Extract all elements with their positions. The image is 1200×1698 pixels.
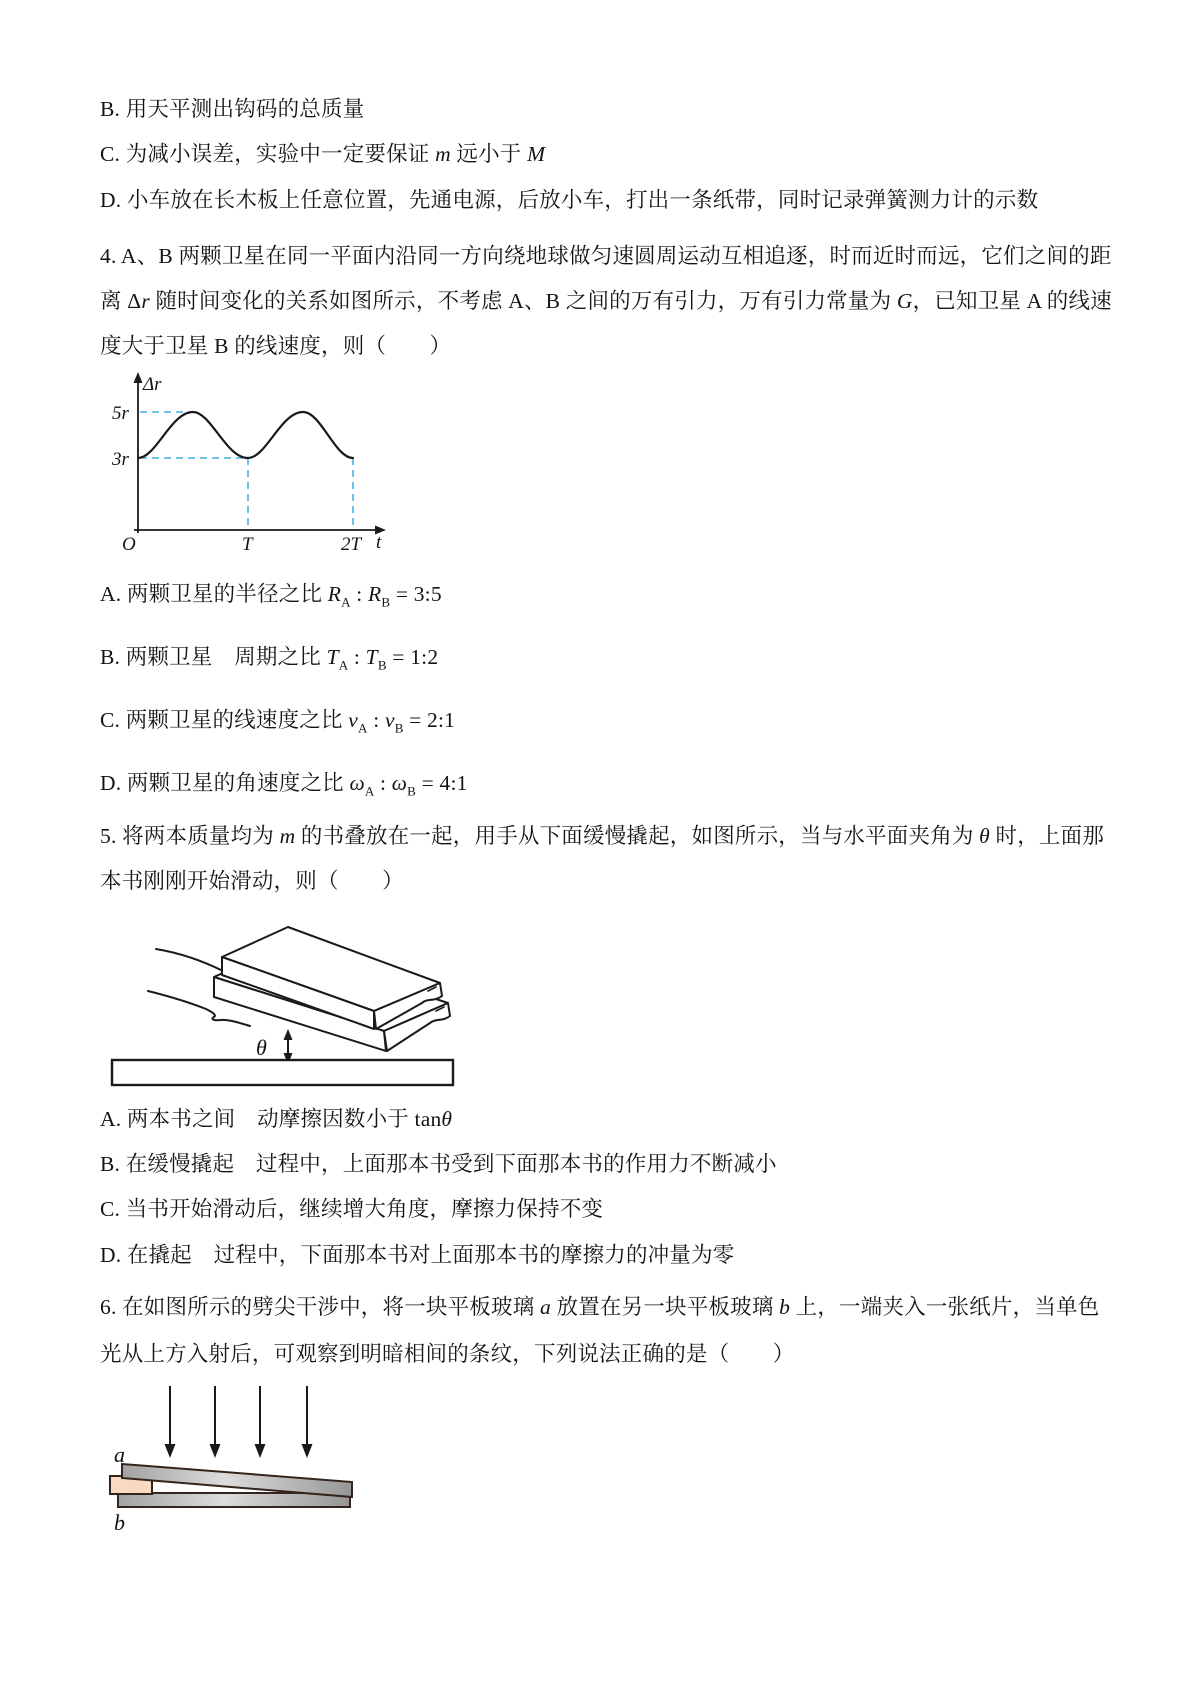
q6-stem-line2: 光从上方入射后，可观察到明暗相间的条纹，下列说法正确的是（ ） (100, 1342, 795, 1366)
q3-option-d: D. 小车放在长木板上任意位置，先通电源，后放小车，打出一条纸带，同时记录弹簧测力计的示数 (100, 188, 1039, 212)
q4-option-d: D. 两颗卫星的角速度之比 $\omega_A$ : $\omega_B$ = 4:1 (100, 771, 468, 799)
q6-wedge-figure (96, 1376, 396, 1536)
y-axis-label: Δr (143, 374, 162, 395)
q5-option-b: B. 在缓慢撬起 过程中，上面那本书受到下面那本书的作用力不断减小 (100, 1152, 777, 1176)
y-axis-arrow (134, 372, 143, 383)
q5-option-a: A. 两本书之间 动摩擦因数小于 tanθ (100, 1107, 453, 1131)
light-rays (170, 1386, 307, 1446)
q3-option-b: B. 用天平测出钩码的总质量 (100, 97, 365, 121)
q4-delta-r-graph (92, 370, 402, 555)
tick-5r: 5r (112, 403, 129, 424)
q4-stem-line3: 度大于卫星 B 的线速度，则（ ） (100, 334, 452, 358)
plate-b-label: b (114, 1510, 125, 1535)
q4-stem-line2: 离 Δr 随时间变化的关系如图所示，不考虑 A、B 之间的万有引力，万有引力常量为 G，已知卫星 A 的线速 (100, 289, 1112, 313)
q4-stem-line1: 4. A、B 两颗卫星在同一平面内沿同一方向绕地球做匀速圆周运动互相追逐，时而近时而远，它们之间的距 (100, 244, 1112, 268)
tick-2T: 2T (341, 534, 362, 555)
light-arrowhead (210, 1444, 221, 1458)
theta-arrow-up-head (284, 1029, 293, 1040)
glass-plate-b (118, 1493, 350, 1507)
q4-option-c: C. 两颗卫星的线速度之比 $v_A$ : $v_B$ = 2:1 (100, 708, 456, 736)
light-arrowhead (165, 1444, 176, 1458)
x-axis-label: t (376, 532, 382, 553)
q5-stem-line1: 5. 将两本质量均为 m 的书叠放在一起，用手从下面缓慢撬起，如图所示，当与水平面夹角为 θ 时，上面那 (100, 824, 1105, 848)
q4-option-a: A. 两颗卫星的半径之比 $R_A$ : $R_B$ = 3:5 (100, 582, 442, 610)
theta-label: θ (256, 1035, 267, 1060)
hand-upper-line (156, 949, 223, 971)
tick-3r: 3r (112, 449, 129, 470)
light-arrowhead (255, 1444, 266, 1458)
q5-option-d: D. 在撬起 过程中，下面那本书对上面那本书的摩擦力的冲量为零 (100, 1243, 735, 1267)
q5-books-figure (96, 903, 476, 1093)
plate-a-label: a (114, 1442, 125, 1467)
table-board (112, 1060, 453, 1085)
q5-stem-line2: 本书刚刚开始滑动，则（ ） (100, 869, 404, 893)
origin-label: O (122, 534, 136, 555)
tick-T: T (242, 534, 253, 555)
delta-r-curve (138, 412, 353, 458)
q6-stem-line1: 6. 在如图所示的劈尖干涉中，将一块平板玻璃 a 放置在另一块平板玻璃 b 上，一端夹入一张纸片，当单色 (100, 1295, 1100, 1319)
q4-option-b: B. 两颗卫星 周期之比 $T_A$ : $T_B$ = 1:2 (100, 645, 439, 673)
light-arrowhead (302, 1444, 313, 1458)
q5-option-c: C. 当书开始滑动后，继续增大角度，摩擦力保持不变 (100, 1197, 604, 1221)
dashed-guides (140, 412, 353, 530)
q3-option-c: C. 为减小误差，实验中一定要保证 m 远小于 M (100, 142, 546, 166)
